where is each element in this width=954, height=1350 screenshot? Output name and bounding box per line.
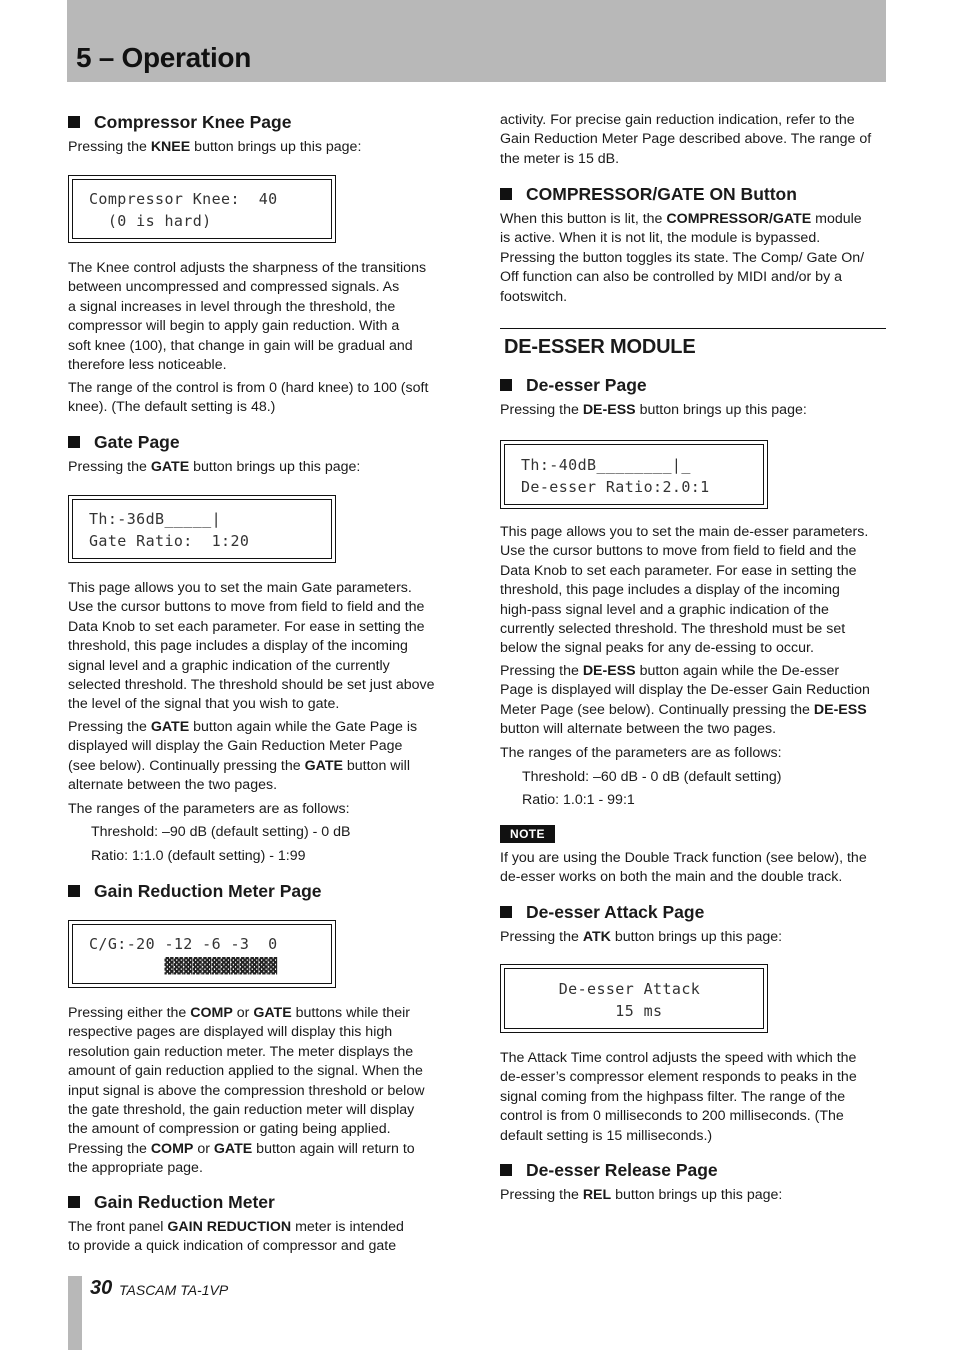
paragraph: This page allows you to set the main de-esser parameters. Use the cursor buttons to move from field to field and the Data Knob to set each parameter. For ease in setting the threshold, this page includes a display of the incoming high-pass signal level and a graphic indication of the currently selected threshold. The threshold must be set below the signal peaks for any de-essing to occur. [500, 524, 869, 657]
bullet-square-icon [68, 116, 80, 128]
heading-gain-reduction-meter: Gain Reduction Meter [68, 1191, 275, 1213]
paragraph: Pressing the GATE button again while the Gate Page is displayed will display the Gain Reduction Meter Page (see below). Continually pressing the GATE button will alternate between the two pages. [68, 719, 418, 794]
bullet-square-icon [68, 436, 80, 448]
lcd-display-gain-reduction [68, 920, 336, 988]
lcd-line: Gate Ratio: 1:20 [89, 532, 250, 550]
paragraph: When this button is lit, the COMPRESSOR/GATE module is active. When it is not lit, the module is bypassed. Pressing the button toggles its state. The Comp/ Gate On/ Off function can also be controlled by MIDI and/or by a footswitch. [500, 211, 865, 305]
paragraph: The range of the control is from 0 (hard knee) to 100 (soft knee). (The default setting is 48.) [68, 380, 429, 416]
note-text: If you are using the Double Track function (see below), the de-esser works on both the main and the double track. [500, 850, 867, 886]
lcd-display-attack [500, 964, 768, 1033]
module-title: DE-ESSER MODULE [504, 336, 696, 358]
paragraph: Pressing either the COMP or GATE buttons while their respective pages are displayed will display this high resolution gain reduction meter. The meter displays the amount of gain reduction applied to the signal. When the input signal is above the compression threshold or below the gate threshold, the gain reduction meter will display the amount of compression or gating being applied. Pressing the COMP or GATE button again will return to the appropriate page. [68, 1005, 425, 1177]
note-badge: NOTE [500, 825, 555, 843]
paragraph: Pressing the GATE button brings up this page: [68, 459, 361, 475]
paragraph: The ranges of the parameters are as follows: [500, 745, 782, 761]
paragraph: The front panel GAIN REDUCTION meter is intended to provide a quick indication of compressor and gate [68, 1219, 404, 1255]
header-bar [67, 0, 886, 82]
bullet-square-icon [500, 1164, 512, 1176]
lcd-line: Compressor Knee: 40 [89, 190, 278, 208]
bullet-square-icon [68, 1196, 80, 1208]
bullet-square-icon [500, 906, 512, 918]
paragraph: The Knee control adjusts the sharpness of the transitions between uncompressed and compressed signals. As a signal increases in level through the threshold, the compressor will begin to apply gain reduction. With a soft knee (100), that change in gain will be gradual and therefore less noticeable. [68, 260, 427, 374]
page-title: 5 – Operation [76, 42, 252, 73]
range-threshold: Threshold: –90 dB (default setting) - 0 dB [91, 824, 351, 840]
lcd-display-gate [68, 495, 336, 563]
range-ratio: Ratio: 1:1.0 (default setting) - 1:99 [91, 848, 306, 864]
lcd-line: Th:-36dB_____| [89, 510, 222, 528]
lcd-line: C/G:-20 -12 -6 -3 0 [89, 935, 278, 953]
lcd-line: (0 is hard) [89, 212, 212, 230]
range-ratio: Ratio: 1.0:1 - 99:1 [522, 792, 635, 808]
lcd-display-de-esser [500, 440, 768, 509]
paragraph: The ranges of the parameters are as follows: [68, 801, 350, 817]
bullet-square-icon [68, 885, 80, 897]
bullet-square-icon [500, 379, 512, 391]
lcd-line: De-esser Ratio:2.0:1 [521, 478, 710, 496]
paragraph: Pressing the REL button brings up this page: [500, 1187, 783, 1203]
heading-gain-reduction-meter-page: Gain Reduction Meter Page [68, 880, 322, 902]
lcd-line: Th:-40dB________|_ [521, 456, 691, 474]
paragraph: Pressing the ATK button brings up this page: [500, 929, 783, 945]
range-threshold: Threshold: –60 dB - 0 dB (default setting) [522, 769, 782, 785]
heading-de-esser-attack: De-esser Attack Page [500, 901, 704, 923]
section-divider [500, 328, 886, 329]
footer-bar [68, 1276, 82, 1350]
paragraph: Pressing the DE-ESS button brings up this page: [500, 402, 807, 418]
page-number: 30 [90, 1277, 113, 1299]
heading-de-esser-page: De-esser Page [500, 374, 647, 396]
paragraph: activity. For precise gain reduction indication, refer to the Gain Reduction Meter Page described above. The range of the meter is 15 dB. [500, 112, 872, 167]
heading-de-esser-release: De-esser Release Page [500, 1159, 718, 1181]
heading-gate-page: Gate Page [68, 431, 180, 453]
footer-model: TASCAM TA-1VP [119, 1282, 229, 1298]
lcd-line: 15 ms [521, 1002, 663, 1020]
paragraph: The Attack Time control adjusts the speed with which the de-esser’s compressor element responds to peaks in the signal coming from the highpass filter. The range of the control is from 0 milliseconds to 200 milliseconds. (The default setting is 15 milliseconds.) [500, 1050, 857, 1144]
lcd-display-knee [68, 175, 336, 243]
bullet-square-icon [500, 188, 512, 200]
heading-compressor-knee: Compressor Knee Page [68, 111, 291, 133]
lcd-line: De-esser Attack [521, 980, 701, 998]
paragraph: Pressing the DE-ESS button again while the De-esser Page is displayed will display the De-esser Gain Reduction Meter Page (see below). Continually pressing the DE-ESS button will alternate between the two pages. [500, 663, 870, 738]
heading-compressor-gate-on: COMPRESSOR/GATE ON Button [500, 183, 797, 205]
paragraph: This page allows you to set the main Gate parameters. Use the cursor buttons to move from field to field and the Data Knob to set each parameter. For ease in setting the threshold, this page includes a display of the incoming signal level and a graphic indication of the currently selected threshold. The threshold should be set just above the level of the signal that you wish to gate. [68, 580, 435, 713]
paragraph: Pressing the KNEE button brings up this page: [68, 139, 362, 155]
lcd-meter-bar: ▓▓▓▓▓▓▓▓▓▓▓▓ [89, 957, 278, 975]
